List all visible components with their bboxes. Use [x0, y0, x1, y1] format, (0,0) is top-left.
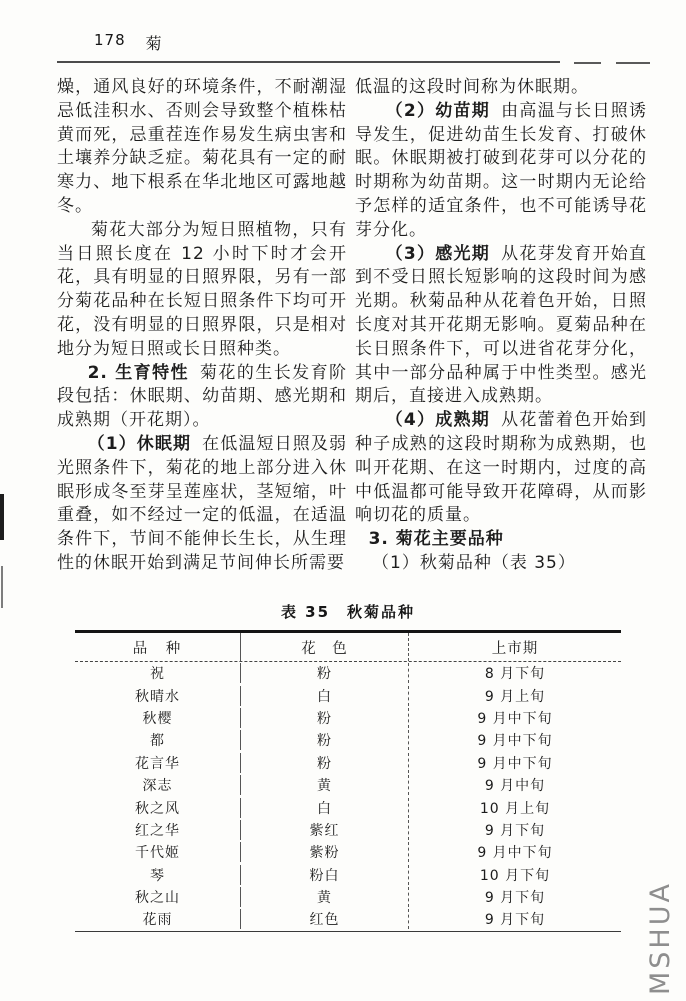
table-cell: 深志 [142, 778, 173, 795]
item-text: 从花蕾着色开始到种子成熟的这段时期称为成熟期，也叫开花期、在这一时期内，过度的高中低温都可能导致开花障碍，从而影响切花的质量。 [355, 410, 647, 526]
column-header-variety: 品 种 [132, 640, 183, 657]
table-cell: 9 月中下旬 [408, 730, 621, 750]
scan-artifact [1, 566, 3, 608]
table-cell: 9 月下旬 [408, 909, 621, 929]
table-cell: 秋之风 [135, 800, 180, 817]
table-cell: 粉 [240, 730, 408, 750]
table-title: 表 35 秋菊品种 [280, 603, 416, 621]
column-header-market-period: 上市期 [408, 633, 621, 661]
item-label: （1）休眠期 [87, 433, 192, 454]
table-cell: 10 月上旬 [408, 798, 621, 818]
table-cell: 8 月下旬 [408, 663, 621, 683]
watermark: MSHUA [644, 881, 676, 995]
column-header-flower-color: 花 色 [240, 633, 408, 661]
paragraph-dormancy [57, 433, 347, 576]
table-cell: 黄 [240, 887, 408, 907]
table-row [75, 752, 621, 774]
varieties-table [75, 630, 621, 932]
paragraph-photoperiod [355, 243, 647, 410]
table-header-row [75, 633, 621, 662]
left-column [57, 76, 347, 576]
table-row [75, 796, 621, 818]
table-row [75, 729, 621, 751]
page-number: 178 [94, 31, 126, 49]
paragraph-table-ref: （1）秋菊品种（表 35） [372, 552, 576, 573]
table-cell: 红色 [240, 909, 408, 929]
table-cell: 紫粉 [240, 842, 408, 862]
table-cell: 花言华 [135, 755, 180, 772]
table-row [75, 908, 621, 930]
page-header [94, 31, 163, 54]
item-label: （3）感光期 [385, 243, 491, 264]
table-cell: 粉 [240, 708, 408, 728]
table-cell: 红之华 [135, 822, 180, 839]
table-cell: 9 月下旬 [408, 887, 621, 907]
item-label: （4）成熟期 [385, 410, 491, 431]
table-cell: 白 [240, 686, 408, 706]
header-rule-dash [574, 62, 601, 64]
table-cell: 9 月中下旬 [408, 842, 621, 862]
table-cell: 粉白 [240, 865, 408, 885]
paragraph-section-2 [57, 362, 347, 433]
table-cell: 秋之山 [135, 890, 180, 907]
paragraph-section-3: 3. 菊花主要品种 [368, 529, 504, 550]
table-cell: 秋晴水 [135, 688, 180, 705]
item-text: 在低温短日照及弱光照条件下，菊花的地上部分进入休眠形成冬至芽呈莲座状，茎短缩，叶重叠，如不经过一定的低温，在适温条件下，节间不能伸长生长，从生理性的休眠开始到满足节间伸长所需要 [57, 433, 347, 573]
item-text: 由高温与长日照诱导发生，促进幼苗生长发育、打破休眠。休眠期被打破到花芽可以分花的时期称为幼苗期。这一时期内无论给予怎样的适宜条件，也不可能诱导花芽分化。 [355, 100, 647, 240]
right-column [355, 76, 647, 576]
table-cell: 10 月下旬 [408, 865, 621, 885]
table-cell: 祝 [150, 666, 165, 683]
table-row [75, 707, 621, 729]
section-text: 菊花的生长发育阶段包括：休眠期、幼苗期、感光期和成熟期（开花期）。 [57, 362, 347, 431]
table-row [75, 841, 621, 863]
paragraph-continuation: 燥，通风良好的环境条件，不耐潮湿忌低洼积水、否则会导致整个植株枯黄而死，忌重茬连作易发生病虫害和土壤养分缺乏症。菊花具有一定的耐寒力、地下根系在华北地区可露地越冬。 [57, 77, 347, 216]
table-cell: 花雨 [142, 912, 173, 929]
paragraph-continuation: 低温的这段时间称为休眠期。 [355, 77, 589, 97]
table-cell: 9 月上旬 [408, 686, 621, 706]
table-cell: 黄 [240, 775, 408, 795]
item-label: （2）幼苗期 [385, 100, 491, 121]
table-cell: 都 [150, 733, 165, 750]
table-row [75, 662, 621, 684]
header-rule-dash [616, 62, 650, 64]
table-row [75, 774, 621, 796]
table-cell: 白 [240, 798, 408, 818]
paragraph: 菊花大部分为短日照植物，只有当日照长度在 12 小时下时才会开花，具有明显的日照界限，另有一部分菊花品种在长短日照条件下均可开花，没有明显的日照界限，只是相对地分为短日照或长日照种类。 [57, 219, 347, 359]
paragraph-maturity [355, 409, 647, 528]
table-cell: 琴 [150, 867, 165, 884]
table-cell: 9 月中旬 [408, 775, 621, 795]
item-text: 从花芽发育开始直到不受日照长短影响的这段时间为感光期。秋菊品种从花着色开始，日照长度对其开花期无影响。夏菊品种在长日照条件下，可以进省花芽分化，其中一部分品种属于中性类型。感光期后，直接进入成熟期。 [355, 243, 647, 407]
table-cell: 紫红 [240, 820, 408, 840]
table-row [75, 864, 621, 886]
table-cell: 千代姬 [135, 845, 180, 862]
paragraph-seedling [355, 100, 647, 243]
table-body [75, 662, 621, 931]
section-label: 2. 生育特性 [87, 362, 189, 383]
table-row [75, 819, 621, 841]
table-cell: 粉 [240, 663, 408, 683]
table-cell: 9 月中下旬 [408, 753, 621, 773]
table-row [75, 886, 621, 908]
table-row [75, 684, 621, 706]
header-rule [57, 61, 560, 63]
scan-artifact [0, 494, 4, 540]
table-cell: 粉 [240, 753, 408, 773]
table-cell: 9 月中下旬 [408, 708, 621, 728]
table-cell: 秋樱 [142, 710, 173, 727]
book-title: 菊 [145, 34, 163, 53]
table-cell: 9 月下旬 [408, 820, 621, 840]
